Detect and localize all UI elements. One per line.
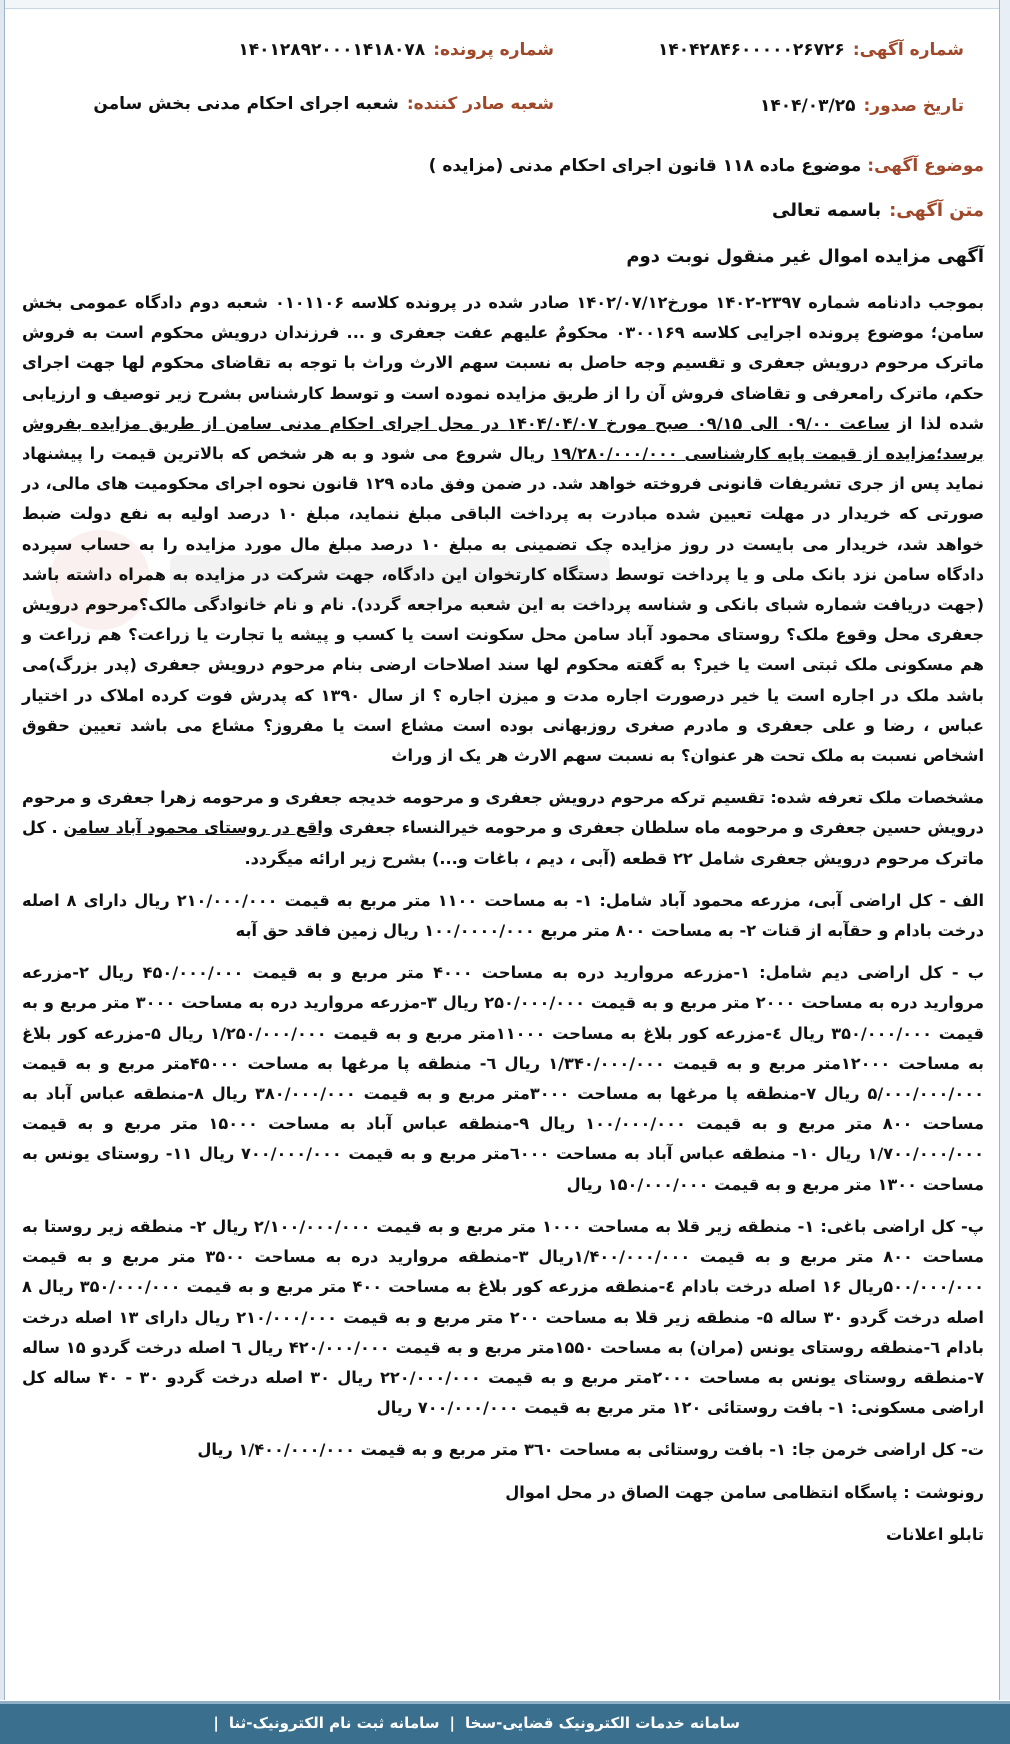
issuing-branch-row	[93, 94, 554, 114]
issue-date-row	[760, 96, 964, 116]
case-number-label: شماره پرونده:	[433, 40, 554, 60]
issuing-branch-value: شعبه اجرای احکام مدنی بخش سامن	[93, 94, 399, 114]
notice-document	[14, 20, 994, 1680]
case-number-value: ۱۴۰۱۲۸۹۲۰۰۰۱۴۱۸۰۷۸	[238, 40, 426, 60]
notice-body	[22, 288, 984, 1562]
property-specs-text: مشخصات ملک تعرفه شده: تقسیم ترکه مرحوم درویش جعفری و مرحومه خدیجه جعفری و مرحومه زهرا جعفری و مرحوم درویش حسین جعفری و مرحومه ماه سلطان جعفری و مرحومه خیرالنساء جعفری	[22, 788, 984, 838]
auction-time-and-base-price: ساعت ۰۹/۰۰ الی ۰۹/۱۵ صبح مورخ ۱۴۰۴/۰۴/۰۷ در محل اجرای احکام مدنی سامن از طریق مزایده بفروش برسد؛مزایده از قیمت پایه کارشناسی ۱۹/۲۸۰/۰۰۰/۰۰۰	[22, 413, 984, 464]
footer-links	[203, 1714, 740, 1732]
window-left-edge	[0, 0, 5, 1700]
paragraph-dryland-lands: ب - کل اراضی دیم شامل: ۱-مزرعه مروارید دره به مساحت ۴۰۰۰ متر مربع و به قیمت ۴۵۰/۰۰۰/۰۰۰ ریال ۲-مزرعه مروارید دره به مساحت ۲۰۰۰ متر مربع و به قیمت ۲۵۰/۰۰۰/۰۰۰ ریال ۳-مزرعه مروارید دره به مساحت ۳۰۰۰ متر مربع و به قیمت ۳۵۰/۰۰۰/۰۰۰ ریال ٤-مزرعه کور بلاغ به مساحت ۱۱۰۰۰متر مربع و به قیمت ۱/۲۵۰/۰۰۰/۰۰۰ ریال ۵-مزرعه کور بلاغ به مساحت ۱۲۰۰۰متر مربع و به قیمت ۱/۳۴۰/۰۰۰/۰۰۰ ریال ٦- منطقه پا مرغها به مساحت ۴۵۰۰۰متر مربع و به قیمت ۵/۰۰۰/۰۰۰/۰۰۰ ریال ۷-منطقه پا مرغها به مساحت ۳۰۰۰متر مربع و به قیمت ۳۸۰/۰۰۰/۰۰۰ ریال ۸-منطقه عباس آباد به مساحت ۸۰۰ متر مربع و به قیمت ۱۰۰/۰۰۰/۰۰۰ ریال ۹-منطقه عباس آباد به مساحت ۱۵۰۰۰ متر مربع و به قیمت ۱/۷۰۰/۰۰۰/۰۰۰ ریال ۱۰- منطقه عباس آباد به مساحت ٦۰۰۰متر مربع و به قیمت ۷۰۰/۰۰۰/۰۰۰ ریال ۱۱- روستای یونس به مساحت ۱۳۰۰ متر مربع و به قیمت ۱۵۰/۰۰۰/۰۰۰ ریال	[22, 963, 985, 1194]
property-specs-text-continued: . کل ماترک مرحوم درویش جعفری شامل ۲۲ قطعه (آبی ، دیم ، باغات و...) بشرح زیر ارائه میگردد.	[22, 818, 984, 868]
footer-bar	[0, 1701, 1010, 1744]
issuing-branch-label: شعبه صادر کننده:	[406, 94, 554, 114]
footer-separator: |	[449, 1714, 455, 1732]
paragraph-garden-lands: پ- کل اراضی باغی: ۱- منطقه زیر قلا به مساحت ۱۰۰۰ متر مربع و به قیمت ۲/۱۰۰/۰۰۰/۰۰۰ ریال ۲- منطقه زیر روستا به مساحت ۸۰۰ متر مربع و به قیمت ۱/۴۰۰/۰۰۰/۰۰۰ریال ۳-منطقه مروارید دره به مساحت ۳۵۰۰ متر مربع و به قیمت ۵۰۰/۰۰۰/۰۰۰ریال ۱۶ اصله درخت بادام ٤-منطقه مزرعه کور بلاغ به مساحت ۴۰۰ متر مربع و به قیمت ۳۵۰/۰۰۰/۰۰۰ ریال ۸ اصله درخت گردو ۳۰ ساله ۵- منطقه زیر قلا به مساحت ۲۰۰ متر مربع و به قیمت ۲۱۰/۰۰۰/۰۰۰ ریال دارای ۱۳ اصله درخت بادام ٦-منطقه روستای یونس (مران) به مساحت ۱۵۵۰متر مربع و به قیمت ۴۲۰/۰۰۰/۰۰۰ ریال ٦ اصله درخت گردو ۱۵ ساله ۷-منطقه روستای یونس به مساحت ۲۰۰۰متر مربع و به قیمت ۲۲۰/۰۰۰/۰۰۰ ریال ۳۰ اصله درخت گردو ۳۰ - ۴۰ ساله کل اراضی مسکونی: ۱- بافت روستائی ۱۲۰ متر مربع به قیمت ۷۰۰/۰۰۰/۰۰۰ ریال	[22, 1216, 985, 1418]
paragraph-property-specs	[22, 783, 984, 874]
subject-row	[429, 156, 984, 176]
ruling-text: بموجب دادنامه شماره ۲۳۹۷-۱۴۰۲ مورخ۱۴۰۲/۰۷/۱۲ صادر شده در پرونده کلاسه ۰۱۰۱۱۰۶ شعبه دوم دادگاه عمومی بخش سامن؛ موضوع پرونده اجرایی کلاسه ۰۳۰۰۱۶۹ محکومٌ علیهم عفت جعفری و ... فرزندان درویش محکوم است به فروش ماترک مرحوم درویش جعفری و تقسیم وجه حاصل به نسبت سهم الارث وراث با توجه به تقاضای محکوم لها جهت اجرای حکم، ماترک رامعرفی و تقاضای فروش آن را از طریق مزایده نموده است و توسط کارشناس بشرح زیر توصیف و ارزیابی شده لذا از	[22, 293, 985, 433]
ruling-text-continued: ریال شروع می شود و به هر شخص که بالاترین قیمت را پیشنهاد نماید پس از جری تشریفات قانونی فروخته خواهد شد. در ضمن وفق ماده ۱۲۹ قانون نحوه اجرای محکومیت های مالی، در صورتی که خریدار در مهلت تعیین شده مبادرت به پرداخت الباقی مبلغ ننماید، مبلغ ۱۰ درصد اولیه به نفع دولت ضبط خواهد شد، خریدار می بایست در روز مزایده چک تضمینی به مبلغ ۱۰ درصد مبلغ مال مورد مزایده را به حساب سپرده دادگاه سامن نزد بانک ملی و یا پرداخت توسط دستگاه کارتخوان این دادگاه، جهت شرکت در مزایده به همراه داشته باشد (جهت دریافت شماره شبای بانکی و شناسه پرداخت به این شعبه مراجعه گردد). نام و نام خانوادگی مالک؟مرحوم درویش جعفری محل وقوع ملک؟ روستای محمود آباد سامن محل سکونت است یا کسب و پیشه یا تجارت یا زراعت؟ هم زراعت و هم مسکونی ملک ثبتی است یا خیر؟ به گفته محکوم لها سند اصلاحات ارضی بنام مرحوم درویش جعفری (پدر بزرگ)می باشد ملک در اجاره است یا خیر درصورت اجاره مدت و میزن اجاره ؟ از سال ۱۳۹۰ که پدرش فوت کرده املاک در اختیار عباس ، رضا و علی جعفری و مادرم صغری روزبهانی بوده است مشاع است یا مفروز؟ مشاع می باشد تعیین حقوق اشخاص نسبت به ملک تحت هر عنوان؟ به نسبت سهم الارث هر یک از وراث	[22, 444, 984, 766]
footer-link-sana[interactable]: سامانه ثبت نام الکترونیک-ثنا	[228, 1714, 440, 1732]
paragraph-copy-to: رونوشت : پاسگاه انتظامی سامن جهت الصاق در محل اموال	[505, 1482, 984, 1502]
ad-number-row	[658, 40, 964, 60]
ad-number-value: ۱۴۰۴۲۸۴۶۰۰۰۰۰۲۶۷۲۶	[658, 40, 845, 60]
paragraph-notice-board: تابلو اعلانات	[886, 1524, 984, 1544]
text-row	[772, 200, 984, 221]
window-right-scrollbar[interactable]	[999, 0, 1010, 1700]
footer-link-sakha[interactable]: سامانه خدمات الکترونیک قضایی-سخا	[464, 1714, 740, 1732]
property-location: واقع در روستای محمود آباد سامن	[63, 818, 334, 838]
issue-date-value: ۱۴۰۴/۰۳/۲۵	[760, 96, 856, 116]
ad-number-label: شماره آگهی:	[852, 40, 964, 60]
paragraph-ruling	[22, 288, 984, 771]
paragraph-irrigated-lands: الف - کل اراضی آبی، مزرعه محمود آباد شامل: ۱- به مساحت ۱۱۰۰ متر مربع به قیمت ۲۱۰/۰۰۰/۰۰۰ ریال دارای ۸ اصله درخت بادام و حقآبه از قنات ۲- به مساحت ۸۰۰ متر مربع ۱۰۰/۰۰۰۰/۰۰۰ ریال زمین فاقد حق آبه	[22, 890, 984, 941]
text-value: باسمه تعالی	[771, 200, 882, 221]
issue-date-label: تاریخ صدور:	[863, 96, 964, 116]
case-number-row	[238, 40, 554, 60]
window-top-edge	[0, 0, 1010, 9]
text-label: متن آگهی:	[889, 200, 984, 221]
subject-value: موضوع ماده ۱۱۸ قانون اجرای احکام مدنی (مزایده )	[428, 156, 862, 176]
paragraph-threshing-lands: ت- کل اراضی خرمن جا: ۱- بافت روستائی به مساحت ۳٦۰ متر مربع و به قیمت ۱/۴۰۰/۰۰۰/۰۰۰ ریال	[197, 1440, 984, 1460]
subject-label: موضوع آگهی:	[867, 156, 984, 176]
footer-separator-end: |	[213, 1714, 219, 1732]
notice-title: آگهی مزایده اموال غیر منقول نوبت دوم	[626, 246, 984, 267]
